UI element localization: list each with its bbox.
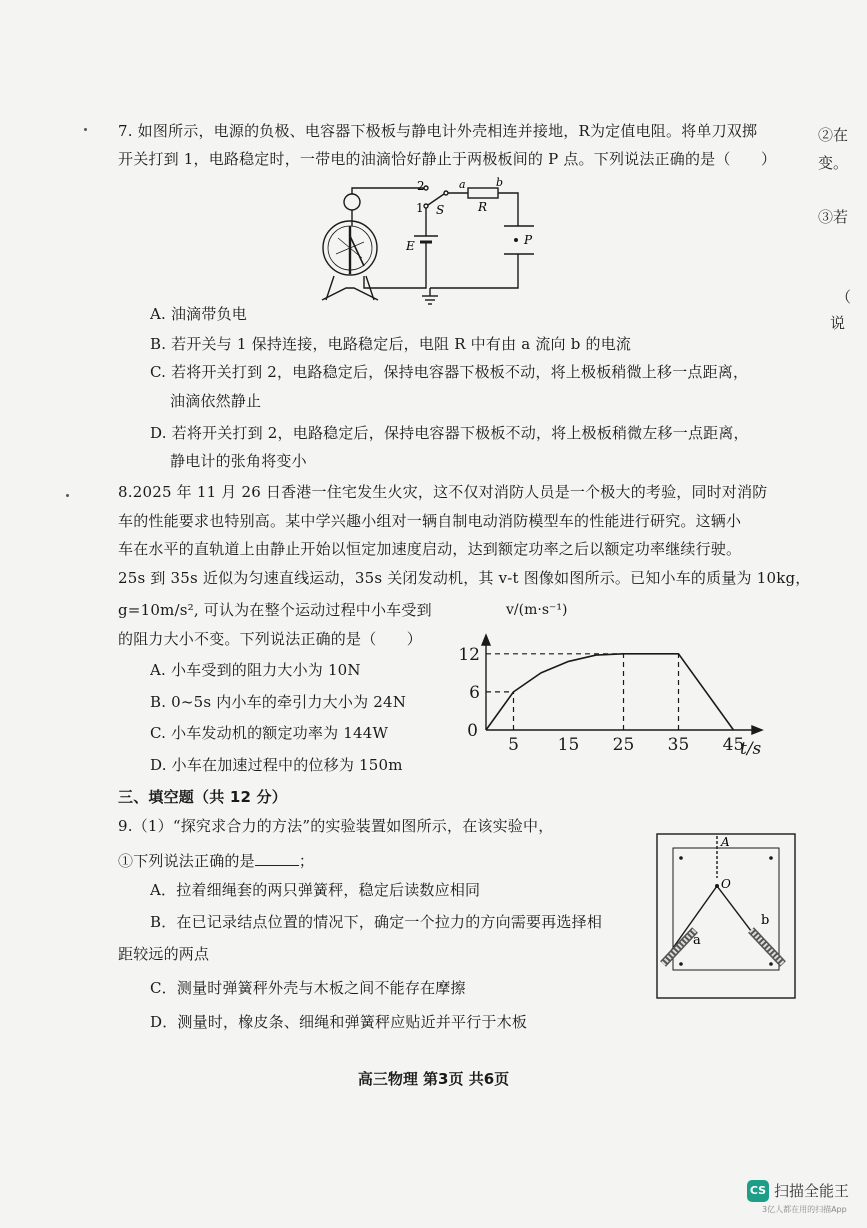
x-axis-label: t/s: [740, 739, 762, 759]
q9-option-b-line2: 距较远的两点: [118, 945, 210, 963]
x-tick-label: 45: [722, 735, 745, 755]
q9-force-board-figure: [655, 832, 797, 1000]
y-axis-arrow: [482, 635, 490, 645]
x-axis-arrow: [752, 726, 762, 734]
answer-blank: [255, 851, 299, 866]
q8-stem-line5: g=10m/s², 可认为在整个运动过程中小车受到: [118, 601, 432, 619]
label-terminal-1: 1: [416, 201, 424, 215]
q9-option-c: C．测量时弹簧秤外壳与木板之间不能存在摩擦: [150, 979, 466, 997]
q8-option-b: B. 0~5s 内小车的牵引力大小为 24N: [150, 693, 407, 711]
section-title: 三、填空题（共 12 分）: [118, 788, 287, 806]
x-tick-label: 5: [508, 735, 519, 755]
label-a: a: [459, 178, 466, 191]
q7-circuit-diagram: [312, 176, 552, 312]
scanner-app-tagline: 3亿人都在用的扫描App: [762, 1205, 847, 1214]
q8-stem-line6: 的阻力大小不变。下列说法正确的是（ ）: [118, 630, 423, 648]
edge-text: 变。: [818, 154, 849, 172]
scanner-logo-icon: CS: [747, 1180, 769, 1202]
label-b: b: [761, 913, 770, 928]
q7-option-c-line1: C. 若将开关打到 2，电路稳定后，保持电容器下极板不动，将上极板稍微上移一点距离，: [150, 363, 749, 381]
q9-option-a: A．拉着细绳套的两只弹簧秤，稳定后读数应相同: [150, 881, 481, 899]
electroscope-knob: [344, 194, 360, 210]
label-A: A: [721, 835, 730, 849]
y-axis-label: v/(m·s⁻¹): [506, 602, 568, 618]
label-b: b: [496, 176, 504, 189]
q8-option-c: C. 小车发动机的额定功率为 144W: [150, 724, 389, 742]
q8-option-d: D. 小车在加速过程中的位移为 150m: [150, 756, 403, 774]
q8-stem-line3: 车在水平的直轨道上由静止开始以恒定加速度启动，达到额定功率之后以额定功率继续行驶。: [118, 540, 742, 558]
label-E: E: [406, 239, 415, 253]
q9-prompt: ①下列说法正确的是: [118, 852, 255, 870]
vt-chart: [458, 596, 762, 786]
scan-dot: [66, 494, 69, 497]
label-S: S: [436, 203, 445, 217]
q7-option-d-line2: 静电计的张角将变小: [170, 452, 307, 470]
y-tick-label: 12: [458, 644, 480, 665]
edge-text: 说: [830, 314, 846, 332]
origin-label: 0: [467, 721, 478, 741]
x-tick-label: 25: [612, 735, 635, 755]
q7-stem-line1: 7. 如图所示，电源的负极、电容器下极板与静电计外壳相连并接地，R为定值电阻。将单刀双掷: [118, 122, 758, 140]
page-footer: 高三物理 第3页 共6页: [357, 1070, 510, 1088]
velocity-curve: [486, 654, 734, 730]
x-tick-label: 15: [557, 735, 580, 755]
q7-option-a: A. 油滴带负电: [150, 305, 247, 323]
y-tick-label: 6: [469, 682, 480, 703]
q7-stem-line2: 开关打到 1，电路稳定时，一带电的油滴恰好静止于两极板间的 P 点。下列说法正确的是（ ）: [118, 150, 777, 168]
q8-stem-line1: 8.2025 年 11 月 26 日香港一住宅发生火灾，这不仅对消防人员是一个极大的考验，同时对消防: [118, 483, 768, 501]
label-P: P: [524, 233, 533, 247]
x-tick-label: 35: [667, 735, 690, 755]
q8-stem-line2: 车的性能要求也特别高。某中学兴趣小组对一辆自制电动消防模型车的性能进行研究。这辆小: [118, 512, 742, 530]
q9-prompt-end: ；: [298, 852, 315, 870]
label-O: O: [721, 877, 731, 891]
q9-stem-line1: 9.（1）“探究求合力的方法”的实验装置如图所示，在该实验中，: [118, 817, 554, 835]
edge-text: ②在: [818, 126, 849, 144]
scanner-app-name: 扫描全能王: [774, 1182, 850, 1200]
q9-stem-line2: [118, 851, 314, 871]
q9-option-d: D．测量时，橡皮条、细绳和弹簧秤应贴近并平行于木板: [150, 1013, 528, 1031]
label-a: a: [693, 933, 701, 948]
edge-text: （: [836, 288, 852, 306]
q7-option-c-line2: 油滴依然静止: [170, 392, 262, 410]
scan-dot: [84, 128, 87, 131]
q7-option-b: B. 若开关与 1 保持连接，电路稳定后，电阻 R 中有由 a 流向 b 的电流: [150, 335, 632, 353]
label-terminal-2: 2: [417, 179, 425, 193]
edge-text: ③若: [818, 208, 849, 226]
q8-option-a: A. 小车受到的阻力大小为 10N: [150, 661, 361, 679]
q7-option-d-line1: D. 若将开关打到 2，电路稳定后，保持电容器下极板不动，将上极板稍微左移一点距离，: [150, 424, 749, 442]
q8-stem-line4: 25s 到 35s 近似为匀速直线运动，35s 关闭发动机，其 v-t 图像如图所示。已知小车的质量为 10kg，: [118, 569, 811, 587]
q9-option-b-line1: B．在已记录结点位置的情况下，确定一个拉力的方向需要再选择相: [150, 913, 603, 931]
label-R: R: [478, 200, 488, 214]
